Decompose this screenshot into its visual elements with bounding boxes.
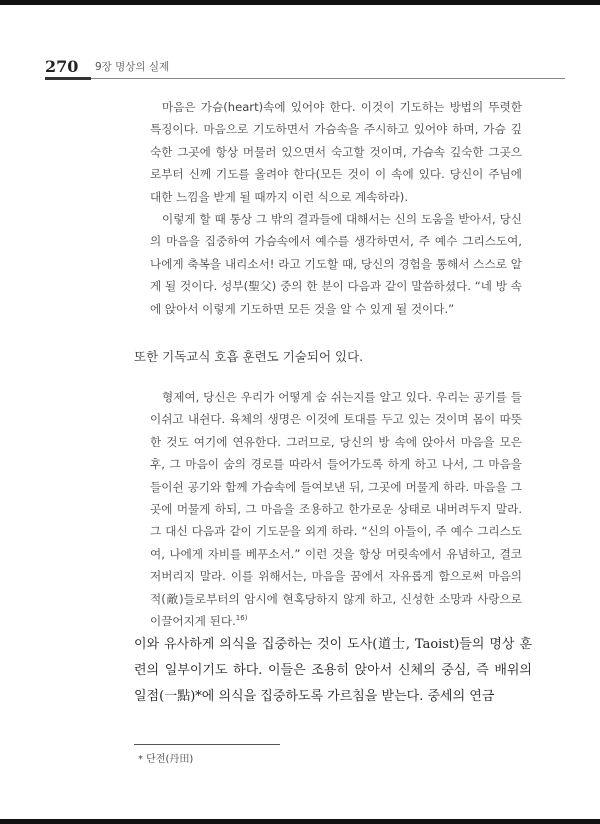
page-number: 270: [45, 57, 79, 76]
running-head: 9장 명상의 실제: [95, 61, 170, 73]
intro-sentence: 또한 기독교식 호흡 훈련도 기술되어 있다.: [134, 349, 364, 364]
header-rule-accent: [45, 77, 91, 80]
top-edge-bar: [0, 0, 600, 5]
footnote-reference: 16): [235, 614, 248, 623]
quote1-paragraph-1: 마음은 가슴(heart)속에 있어야 한다. 이것이 기도하는 방법의 뚜렷한 특징이다. 마음으로 기도하면서 가슴속을 주시하고 있어야 하며, 가슴 깊숙한 그곳에 항상 머물러 있으면서 숙고할 것이며, 가슴속 깊숙한 그곳으로부터 신께 기도를 올려야 한다(모든 것이 이 속에 있다. 당신이 주님에 대한 느낌을 받게 될 때까지 이런 식으로 계속하라).: [150, 100, 522, 204]
footnote-rule: [134, 744, 280, 745]
block-quote-1: [150, 96, 522, 320]
block-quote-2: [150, 386, 522, 632]
footnote: * 단전(丹田): [138, 754, 194, 765]
body-paragraph: 이와 유사하게 의식을 집중하는 것이 도사(道士, Taoist)들의 명상 훈련의 일부이기도 하다. 이들은 조용히 앉아서 신체의 중심, 즉 배위의 일점(一點)*에 의식을 집중하도록 가르침을 받는다. 중세의 연금: [134, 637, 532, 704]
quote2-paragraph: [150, 386, 522, 632]
quote2-text: 형제여, 당신은 우리가 어떻게 숨 쉬는지를 알고 있다. 우리는 공기를 들이쉬고 내쉰다. 육체의 생명은 이것에 토대를 두고 있는 것이며 몸이 따뜻한 것도 여기에 연유한다. 그러므로, 당신의 방 속에 앉아서 마음을 모은 후, 그 마음이 숨의 경로를 따라서 들어가도록 하게 하고 나서, 그 마음을 들이쉰 공기와 함께 가슴속에 들여보낸 뒤, 그곳에 머물게 하라. 마음을 그곳에 머물게 하되, 그 마음을 조용하고 한가로운 상태로 내버려두지 말라. 그 대신 다음과 같이 기도문을 외게 하라. “신의 아들이, 주 예수 그리스도여, 나에게 자비를 베푸소서.” 이런 것을 항상 머릿속에서 유념하고, 결코 저버리지 말라. 이를 위해서는, 마음을 꿈에서 자유롭게 함으로써 마음의 적(敵)들로부터의 암시에 현혹당하지 않게 하고, 신성한 소망과 사랑으로 이끌어지게 된다.: [150, 390, 522, 629]
header-rule: [45, 78, 565, 79]
page-header: [45, 52, 565, 76]
quote1-paragraph-2: 이렇게 할 때 통상 그 밖의 결과들에 대해서는 신의 도움을 받아서, 당신의 마음을 집중하여 가슴속에서 예수를 생각하면서, 주 예수 그리스도여, 나에게 축복을 내리소서! 라고 기도할 때, 당신의 경험을 통해서 스스로 알게 될 것이다. 성부(聖父) 중의 한 분이 다음과 같이 말씀하셨다. “네 방 속에 앉아서 이렇게 기도하면 모든 것을 알 수 있게 될 것이다.”: [150, 212, 522, 316]
bottom-edge-bar: [0, 819, 600, 824]
